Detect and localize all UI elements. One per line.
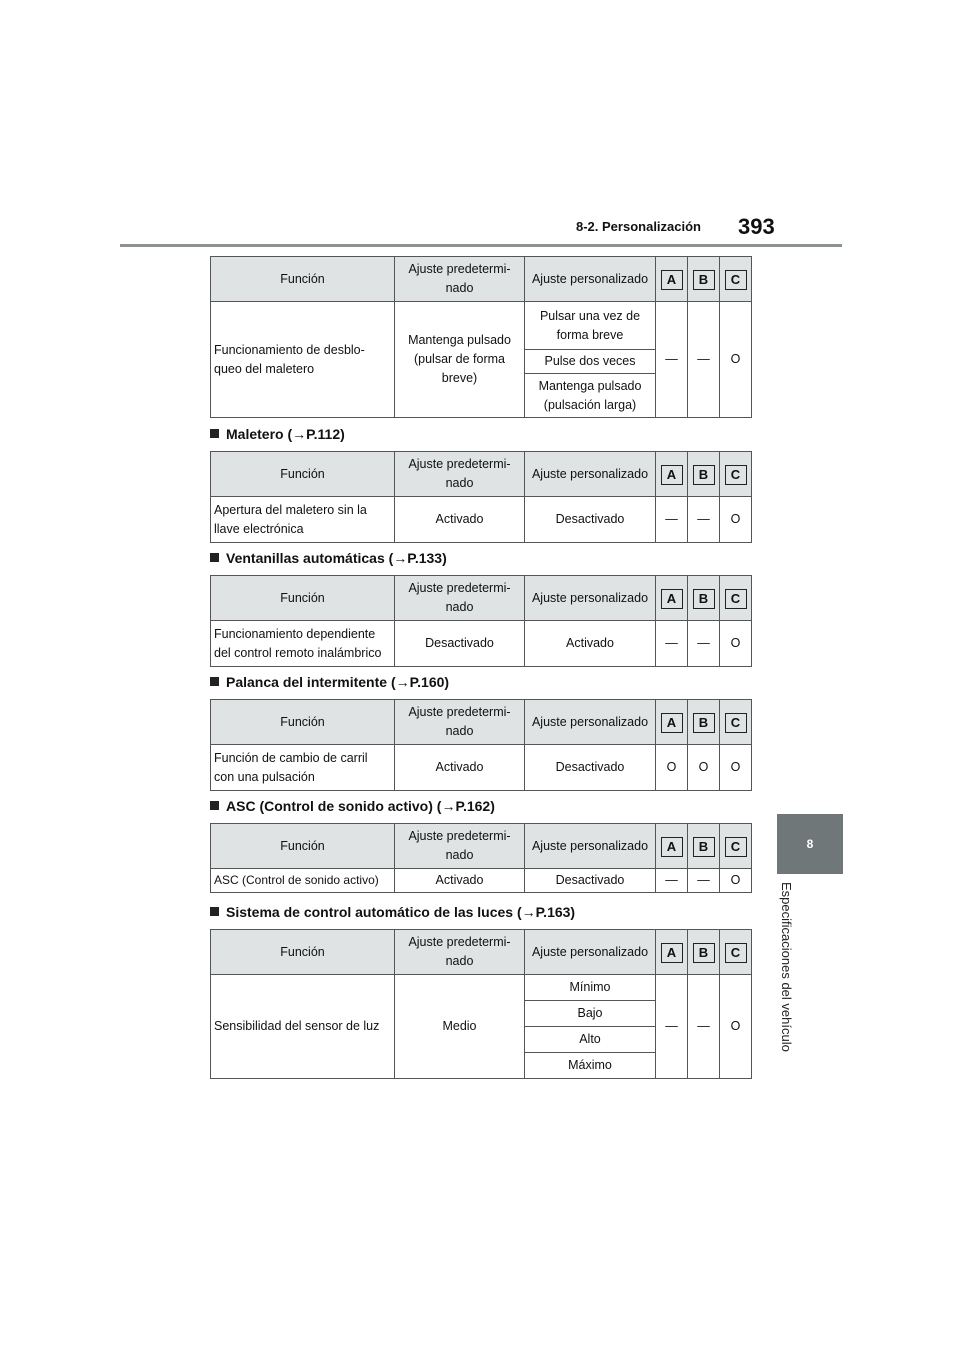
option-cell: Pulsar una vez de forma breve <box>525 302 656 350</box>
section-heading <box>210 550 447 566</box>
table-windows <box>210 575 752 667</box>
section-heading <box>210 426 345 442</box>
col-b <box>688 257 720 302</box>
c-badge: C <box>725 465 747 485</box>
col-custom: Ajuste personalizado <box>525 452 656 497</box>
table-header-row <box>211 824 752 869</box>
table-row <box>211 869 752 893</box>
a-cell: — <box>656 975 688 1079</box>
chapter-side-label <box>776 882 812 1072</box>
section-heading-text: ASC (Control de sonido activo) (→P.162) <box>226 798 495 814</box>
c-badge: C <box>725 589 747 609</box>
b-badge: B <box>693 713 715 733</box>
col-c <box>720 824 752 869</box>
b-badge: B <box>693 270 715 290</box>
chapter-title: Especificaciones del vehículo <box>779 882 794 1052</box>
a-cell: — <box>656 497 688 543</box>
c-cell: O <box>720 497 752 543</box>
option-cell: Máximo <box>525 1053 656 1079</box>
b-badge: B <box>693 837 715 857</box>
a-cell: — <box>656 302 688 418</box>
col-b <box>688 824 720 869</box>
a-cell: O <box>656 745 688 791</box>
a-badge: A <box>661 589 683 609</box>
b-badge: B <box>693 943 715 963</box>
col-default: Ajuste predetermi- nado <box>395 824 525 869</box>
custom-cell: Activado <box>525 621 656 667</box>
col-funcion: Función <box>211 576 395 621</box>
c-cell: O <box>720 621 752 667</box>
col-default: Ajuste predetermi- nado <box>395 576 525 621</box>
table-row <box>211 302 752 350</box>
col-funcion: Función <box>211 824 395 869</box>
c-badge: C <box>725 270 747 290</box>
b-badge: B <box>693 589 715 609</box>
col-funcion: Función <box>211 257 395 302</box>
table-header-row <box>211 452 752 497</box>
col-b <box>688 576 720 621</box>
col-b <box>688 700 720 745</box>
table-asc <box>210 823 752 893</box>
custom-cell: Desactivado <box>525 745 656 791</box>
custom-cell: Desactivado <box>525 869 656 893</box>
col-custom: Ajuste personalizado <box>525 576 656 621</box>
default-cell: Medio <box>395 975 525 1079</box>
col-default: Ajuste predetermi- nado <box>395 257 525 302</box>
bullet-square-icon <box>210 907 219 916</box>
table-light-sensor <box>210 929 752 1079</box>
col-c <box>720 930 752 975</box>
a-badge: A <box>661 943 683 963</box>
function-cell: ASC (Control de sonido activo) <box>211 869 395 893</box>
col-default: Ajuste predetermi- nado <box>395 700 525 745</box>
c-badge: C <box>725 713 747 733</box>
col-custom: Ajuste personalizado <box>525 257 656 302</box>
c-cell: O <box>720 869 752 893</box>
table-header-row <box>211 576 752 621</box>
b-cell: — <box>688 621 720 667</box>
header-rule <box>120 244 842 247</box>
col-c <box>720 700 752 745</box>
col-custom: Ajuste personalizado <box>525 700 656 745</box>
b-badge: B <box>693 465 715 485</box>
section-heading-text: Palanca del intermitente (→P.160) <box>226 674 450 690</box>
col-c <box>720 257 752 302</box>
c-badge: C <box>725 943 747 963</box>
col-a <box>656 700 688 745</box>
a-cell: — <box>656 869 688 893</box>
section-heading <box>210 674 449 690</box>
col-default: Ajuste predetermi- nado <box>395 452 525 497</box>
bullet-square-icon <box>210 553 219 562</box>
b-cell: — <box>688 302 720 418</box>
b-cell: — <box>688 497 720 543</box>
section-heading-text: Ventanillas automáticas (→P.133) <box>226 550 447 566</box>
bullet-square-icon <box>210 677 219 686</box>
function-cell: Apertura del maletero sin la llave electrónica <box>211 497 395 543</box>
col-c <box>720 576 752 621</box>
b-cell: O <box>688 745 720 791</box>
c-cell: O <box>720 745 752 791</box>
table-turn-signal <box>210 699 752 791</box>
table-row <box>211 497 752 543</box>
a-cell: — <box>656 621 688 667</box>
table-trunk-unlock <box>210 256 752 418</box>
c-cell: O <box>720 302 752 418</box>
col-funcion: Función <box>211 452 395 497</box>
a-badge: A <box>661 837 683 857</box>
function-cell: Función de cambio de carril con una pulsación <box>211 745 395 791</box>
col-funcion: Función <box>211 700 395 745</box>
table-row <box>211 621 752 667</box>
default-cell: Desactivado <box>395 621 525 667</box>
col-a <box>656 930 688 975</box>
table-row <box>211 975 752 1001</box>
default-cell: Activado <box>395 869 525 893</box>
col-custom: Ajuste personalizado <box>525 824 656 869</box>
table-header-row <box>211 257 752 302</box>
c-badge: C <box>725 837 747 857</box>
table-row <box>211 745 752 791</box>
default-cell: Activado <box>395 497 525 543</box>
c-cell: O <box>720 975 752 1079</box>
col-default: Ajuste predetermi- nado <box>395 930 525 975</box>
a-badge: A <box>661 465 683 485</box>
col-a <box>656 452 688 497</box>
a-badge: A <box>661 270 683 290</box>
col-custom: Ajuste personalizado <box>525 930 656 975</box>
col-a <box>656 257 688 302</box>
col-b <box>688 452 720 497</box>
col-a <box>656 576 688 621</box>
b-cell: — <box>688 975 720 1079</box>
b-cell: — <box>688 869 720 893</box>
table-trunk <box>210 451 752 543</box>
default-cell: Activado <box>395 745 525 791</box>
function-cell: Sensibilidad del sensor de luz <box>211 975 395 1079</box>
option-cell: Mantenga pulsado (pulsación larga) <box>525 374 656 418</box>
section-heading <box>210 798 495 814</box>
custom-cell: Desactivado <box>525 497 656 543</box>
function-cell: Funcionamiento de desblo- queo del maletero <box>211 302 395 418</box>
function-cell: Funcionamiento dependiente del control remoto inalámbrico <box>211 621 395 667</box>
option-cell: Pulse dos veces <box>525 350 656 374</box>
a-badge: A <box>661 713 683 733</box>
option-cell: Mínimo <box>525 975 656 1001</box>
chapter-tab: 8 <box>777 814 843 874</box>
bullet-square-icon <box>210 429 219 438</box>
col-funcion: Función <box>211 930 395 975</box>
option-cell: Bajo <box>525 1001 656 1027</box>
section-title: 8-2. Personalización <box>576 219 701 234</box>
col-c <box>720 452 752 497</box>
table-header-row <box>211 700 752 745</box>
section-heading-text: Maletero (→P.112) <box>226 426 345 442</box>
section-heading <box>210 904 575 920</box>
section-heading-text: Sistema de control automático de las luces (→P.163) <box>226 904 576 920</box>
col-b <box>688 930 720 975</box>
default-cell: Mantenga pulsado (pulsar de forma breve) <box>395 302 525 418</box>
table-header-row <box>211 930 752 975</box>
bullet-square-icon <box>210 801 219 810</box>
option-cell: Alto <box>525 1027 656 1053</box>
page-number: 393 <box>738 214 775 239</box>
col-a <box>656 824 688 869</box>
